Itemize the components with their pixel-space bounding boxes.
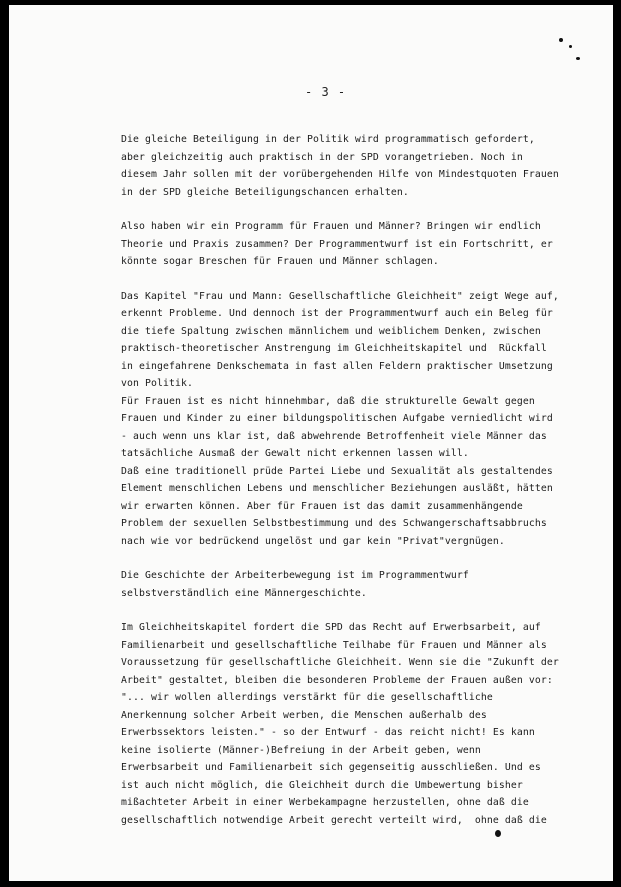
text-line: Voraussetzung für gesellschaftliche Gleichheit. Wenn sie die "Zukunft der [121, 657, 559, 668]
text-line: aber gleichzeitig auch praktisch in der SPD vorangetrieben. Noch in [121, 151, 523, 163]
text-line: selbstverständlich eine Männergeschichte. [121, 587, 367, 599]
text-line: die tiefe Spaltung zwischen männlichem und weiblichem Denken, zwischen [121, 325, 541, 337]
paragraph-chapter-equality [121, 288, 591, 393]
text-line: ist auch nicht möglich, die Gleichheit durch die Umbewertung bisher [121, 779, 523, 791]
text-line: Element menschlichen Lebens und menschlicher Beziehungen ausläßt, hätten [121, 483, 553, 494]
text-line: Theorie und Praxis zusammen? Der Programmentwurf ist ein Fortschritt, er [121, 238, 553, 250]
text-line: nach wie vor bedrückend ungelöst und gar kein "Privat"vergnügen. [121, 535, 505, 547]
text-line: Erwerbsarbeit und Familienarbeit sich gegenseitig ausschließen. Und es [121, 762, 541, 773]
paragraph-violence [121, 393, 591, 463]
page-number: - 3 - [305, 85, 347, 99]
text-line: erkennt Probleme. Und dennoch ist der Programmentwurf auch ein Beleg für [121, 308, 553, 319]
text-line: mißachteter Arbeit in einer Werbekampagne herzustellen, ohne daß die [121, 797, 529, 808]
text-line: Also haben wir ein Programm für Frauen und Männer? Bringen wir endlich [121, 221, 541, 232]
scan-speck [576, 57, 580, 60]
text-line: wir erwarten können. Aber für Frauen ist das damit zusammenhängende [121, 500, 523, 512]
text-line: tatsächliche Ausmaß der Gewalt nicht erkennen lassen will. [121, 448, 469, 459]
scan-speck [495, 830, 501, 837]
document-page [9, 5, 613, 881]
text-line: diesem Jahr sollen mit der vorübergehenden Hilfe von Mindestquoten Frauen [121, 169, 559, 180]
paragraph-program-question [121, 218, 591, 271]
text-line: - auch wenn uns klar ist, daß abwehrende Betroffenheit viele Männer das [121, 430, 547, 442]
text-line: Familienarbeit und gesellschaftliche Teilhabe für Frauen und Männer als [121, 639, 547, 651]
text-line: Für Frauen ist es nicht hinnehmbar, daß die strukturelle Gewalt gegen [121, 395, 535, 407]
text-line: Die gleiche Beteiligung in der Politik wird programmatisch gefordert, [121, 134, 535, 145]
text-line: Arbeit" gestaltet, bleiben die besonderen Probleme der Frauen außen vor: [121, 674, 553, 686]
text-line: gesellschaftlich notwendige Arbeit gerecht verteilt wird, ohne daß die [121, 814, 547, 826]
paragraph-work-equality [121, 619, 591, 829]
text-line: keine isolierte (Männer-)Befreiung in der Arbeit geben, wenn [121, 744, 481, 756]
paragraph-labour-history [121, 567, 591, 602]
text-line: Die Geschichte der Arbeiterbewegung ist im Programmentwurf [121, 570, 469, 581]
text-line: Problem der sexuellen Selbstbestimmung und des Schwangerschaftsabbruchs [121, 518, 547, 529]
scan-speck [559, 38, 563, 42]
text-line: Anerkennung solcher Arbeit werben, die Menschen außerhalb des [121, 709, 487, 721]
text-line: Daß eine traditionell prüde Partei Liebe und Sexualität als gestaltendes [121, 465, 553, 477]
text-line: "... wir wollen allerdings verstärkt für die gesellschaftliche [121, 692, 493, 703]
text-line: in eingefahrene Denkschemata in fast allen Feldern praktischer Umsetzung [121, 360, 553, 372]
text-line: Erwerbssektors leisten." - so der Entwurf - das reicht nicht! Es kann [121, 727, 535, 738]
text-line: könnte sogar Breschen für Frauen und Männer schlagen. [121, 256, 439, 267]
scan-speck [569, 45, 572, 48]
paragraph-participation [121, 131, 591, 201]
document-body [121, 131, 591, 829]
text-line: von Politik. [121, 378, 193, 389]
paragraph-sexuality [121, 463, 591, 551]
text-line: praktisch-theoretischer Anstrengung im Gleichheitskapitel und Rückfall [121, 343, 547, 354]
text-line: Im Gleichheitskapitel fordert die SPD das Recht auf Erwerbsarbeit, auf [121, 622, 541, 633]
text-line: Das Kapitel "Frau und Mann: Gesellschaftliche Gleichheit" zeigt Wege auf, [121, 290, 559, 302]
text-line: in der SPD gleiche Beteiligungschancen erhalten. [121, 186, 409, 198]
text-line: Frauen und Kinder zu einer bildungspolitischen Aufgabe verniedlicht wird [121, 413, 553, 424]
